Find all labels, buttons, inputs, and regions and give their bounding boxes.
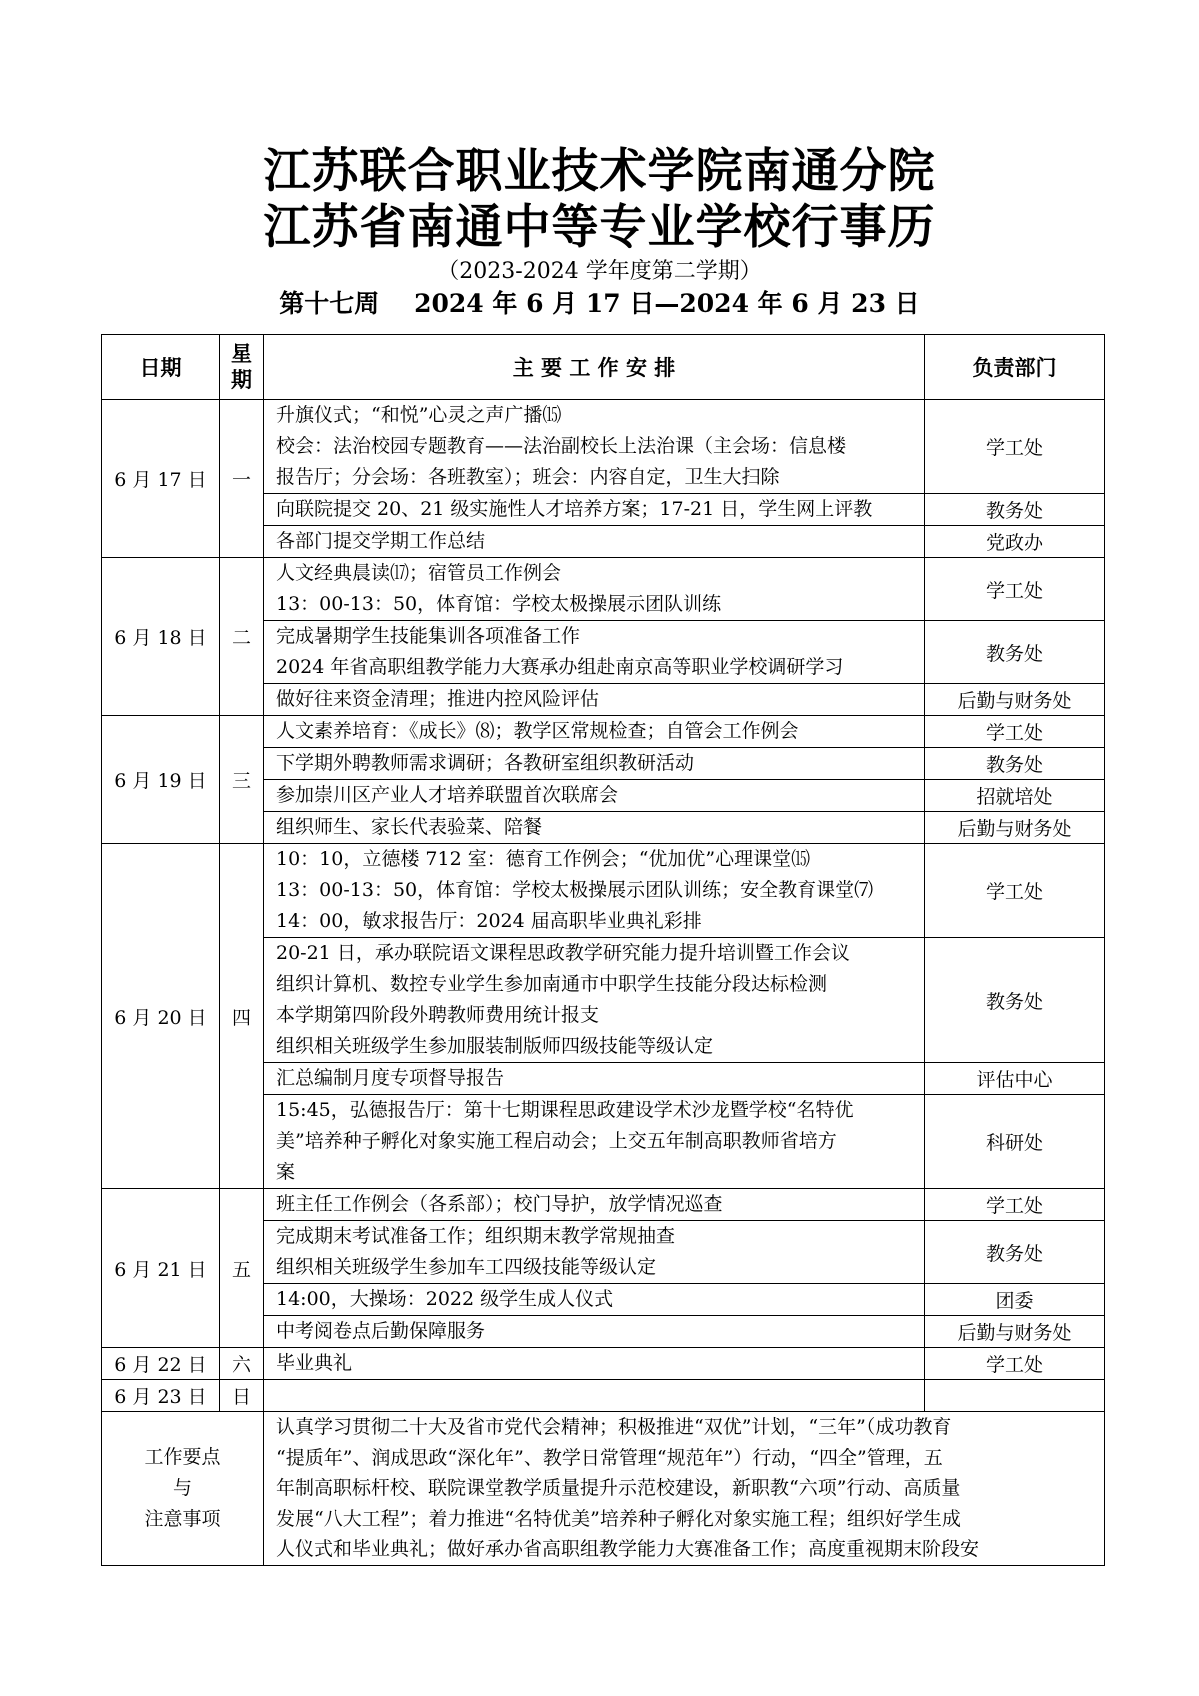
task-cell: [264, 684, 925, 716]
notes-line: 发展“八大工程”；着力推进“名特优美”培养种子孵化对象实施工程；组织好学生成: [276, 1507, 961, 1530]
notes-line: 人仪式和毕业典礼；做好承办省高职组教学能力大赛准备工作；高度重视期末阶段安: [276, 1538, 980, 1560]
dept-cell: 党政办: [925, 526, 1105, 558]
header-row: [102, 335, 1105, 400]
task-line: 14:00，大操场：2022 级学生成人仪式: [276, 1288, 614, 1310]
dept-cell: 评估中心: [925, 1063, 1105, 1095]
notes-line: 年制高职标杆校、联院课堂教学质量提升示范校建设，新职教“六项”行动、高质量: [276, 1477, 961, 1499]
header-weekday: 星 期: [220, 335, 264, 400]
task-cell: [264, 1348, 925, 1380]
task-cell: [264, 1380, 925, 1412]
task-line: 案: [276, 1161, 296, 1183]
schedule-row: [102, 716, 1105, 748]
task-cell: [264, 1095, 925, 1189]
week-range: 第十七周 2024 年 6 月 17 日—2024 年 6 月 23 日: [279, 289, 920, 318]
notes-line: 认真学习贯彻二十大及省市党代会精神；积极推进“双优”计划，“三年”（成功教育: [276, 1416, 952, 1438]
task-line: 毕业典礼: [276, 1352, 353, 1374]
task-line: 报告厅；分会场：各班教室）；班会：内容自定，卫生大扫除: [276, 466, 780, 488]
day-date: 6 月 17 日: [102, 400, 220, 558]
header-dept: 负责部门: [925, 335, 1105, 400]
day-weekday: 五: [220, 1189, 264, 1348]
dept-cell: 教务处: [925, 621, 1105, 684]
day-weekday: 日: [220, 1380, 264, 1412]
task-cell: [264, 494, 925, 526]
task-cell: [264, 526, 925, 558]
task-line: 13：00-13：50，体育馆：学校太极操展示团队训练；安全教育课堂⑺: [276, 879, 874, 901]
day-weekday: 一: [220, 400, 264, 558]
task-cell: [264, 844, 925, 938]
dept-cell: 团委: [925, 1284, 1105, 1316]
task-cell: [264, 1063, 925, 1095]
task-line: 人文素养培育：《成长》⑻；教学区常规检查；自管会工作例会: [276, 720, 799, 742]
task-cell: [264, 780, 925, 812]
notes-label-line: 工作要点: [144, 1445, 221, 1468]
task-cell: [264, 1189, 925, 1221]
task-line: 2024 年省高职组教学能力大赛承办组赴南京高等职业学校调研学习: [276, 656, 844, 678]
dept-cell: 科研处: [925, 1095, 1105, 1189]
day-date: 6 月 19 日: [102, 716, 220, 844]
task-line: 14：00，敏求报告厅：2024 届高职毕业典礼彩排: [276, 910, 702, 932]
schedule-row: [102, 558, 1105, 621]
dept-cell: 学工处: [925, 716, 1105, 748]
task-cell: [264, 400, 925, 494]
dept-cell: 学工处: [925, 400, 1105, 494]
notes-line: “提质年”、润成思政“深化年”、教学日常管理“规范年”）行动，“四全”管理，五: [276, 1446, 943, 1469]
notes-row: [102, 1412, 1105, 1566]
task-line: 人文经典晨读⒄；宿管员工作例会: [276, 562, 562, 584]
dept-cell: 后勤与财务处: [925, 684, 1105, 716]
schedule-row: [102, 1348, 1105, 1380]
task-cell: [264, 558, 925, 621]
schedule-row: [102, 844, 1105, 938]
dept-cell: 学工处: [925, 1348, 1105, 1380]
day-weekday: 二: [220, 558, 264, 716]
day-date: 6 月 21 日: [102, 1189, 220, 1348]
task-line: 美”培养种子孵化对象实施工程启动会；上交五年制高职教师省培方: [276, 1130, 837, 1152]
day-date: 6 月 18 日: [102, 558, 220, 716]
dept-cell: 学工处: [925, 1189, 1105, 1221]
header-work: 主 要 工 作 安 排: [264, 335, 925, 400]
task-line: 参加崇川区产业人才培养联盟首次联席会: [276, 784, 619, 806]
dept-cell: 后勤与财务处: [925, 1316, 1105, 1348]
title-line-2: 江苏省南通中等专业学校行事历: [263, 200, 936, 255]
dept-cell: 教务处: [925, 938, 1105, 1063]
task-cell: [264, 716, 925, 748]
task-line: 各部门提交学期工作总结: [276, 530, 486, 552]
task-line: 完成暑期学生技能集训各项准备工作: [276, 625, 581, 647]
task-line: 升旗仪式；“和悦”心灵之声广播⒂: [276, 404, 562, 426]
notes-content: [264, 1412, 1105, 1566]
day-date: 6 月 20 日: [102, 844, 220, 1189]
semester-subtitle: （2023-2024 学年度第二学期）: [437, 259, 762, 284]
notes-label: [102, 1412, 264, 1566]
task-cell: [264, 1316, 925, 1348]
task-line: 组织师生、家长代表验菜、陪餐: [276, 816, 543, 838]
task-line: 汇总编制月度专项督导报告: [276, 1067, 505, 1089]
dept-cell: 教务处: [925, 494, 1105, 526]
task-line: 组织相关班级学生参加车工四级技能等级认定: [276, 1256, 657, 1278]
task-line: [276, 1380, 924, 1411]
task-line: 中考阅卷点后勤保障服务: [276, 1320, 486, 1342]
task-line: 向联院提交 20、21 级实施性人才培养方案；17-21 日，学生网上评教: [276, 498, 873, 520]
task-line: 组织计算机、数控专业学生参加南通市中职学生技能分段达标检测: [276, 973, 828, 995]
notes-label-line: 与: [172, 1476, 192, 1499]
dept-cell: [925, 1380, 1105, 1412]
dept-cell: 后勤与财务处: [925, 812, 1105, 844]
task-line: 完成期末考试准备工作；组织期末教学常规抽查: [276, 1225, 676, 1247]
dept-cell: 学工处: [925, 844, 1105, 938]
task-line: 10：10，立德楼 712 室：德育工作例会；“优加优”心理课堂⒂: [276, 848, 811, 870]
task-cell: [264, 812, 925, 844]
header-date: 日期: [102, 335, 220, 400]
title-line-1: 江苏联合职业技术学院南通分院: [263, 144, 936, 199]
task-line: 校会：法治校园专题教育——法治副校长上法治课（主会场：信息楼: [276, 435, 847, 457]
task-cell: [264, 621, 925, 684]
day-weekday: 六: [220, 1348, 264, 1380]
schedule-row: [102, 1380, 1105, 1412]
task-line: 做好往来资金清理；推进内控风险评估: [276, 688, 600, 710]
task-cell: [264, 748, 925, 780]
dept-cell: 教务处: [925, 748, 1105, 780]
task-cell: [264, 1284, 925, 1316]
task-cell: [264, 1221, 925, 1284]
day-date: 6 月 23 日: [102, 1380, 220, 1412]
schedule-body: [102, 400, 1105, 1412]
task-line: 本学期第四阶段外聘教师费用统计报支: [276, 1004, 600, 1026]
task-line: 下学期外聘教师需求调研；各教研室组织教研活动: [276, 752, 695, 774]
dept-cell: 学工处: [925, 558, 1105, 621]
task-line: 15:45，弘德报告厅：第十七期课程思政建设学术沙龙暨学校“名特优: [276, 1099, 854, 1121]
notes-label-line: 注意事项: [144, 1507, 221, 1530]
dept-cell: 教务处: [925, 1221, 1105, 1284]
task-line: 20-21 日，承办联院语文课程思政教学研究能力提升培训暨工作会议: [276, 942, 850, 964]
dept-cell: 招就培处: [925, 780, 1105, 812]
day-date: 6 月 22 日: [102, 1348, 220, 1380]
task-line: 13：00-13：50，体育馆：学校太极操展示团队训练: [276, 593, 722, 615]
task-line: 组织相关班级学生参加服装制版师四级技能等级认定: [276, 1035, 714, 1057]
schedule-table: [101, 334, 1105, 1566]
schedule-row: [102, 400, 1105, 494]
task-cell: [264, 938, 925, 1063]
day-weekday: 四: [220, 844, 264, 1189]
schedule-row: [102, 1189, 1105, 1221]
task-line: 班主任工作例会（各系部）；校门导护，放学情况巡查: [276, 1193, 723, 1215]
day-weekday: 三: [220, 716, 264, 844]
